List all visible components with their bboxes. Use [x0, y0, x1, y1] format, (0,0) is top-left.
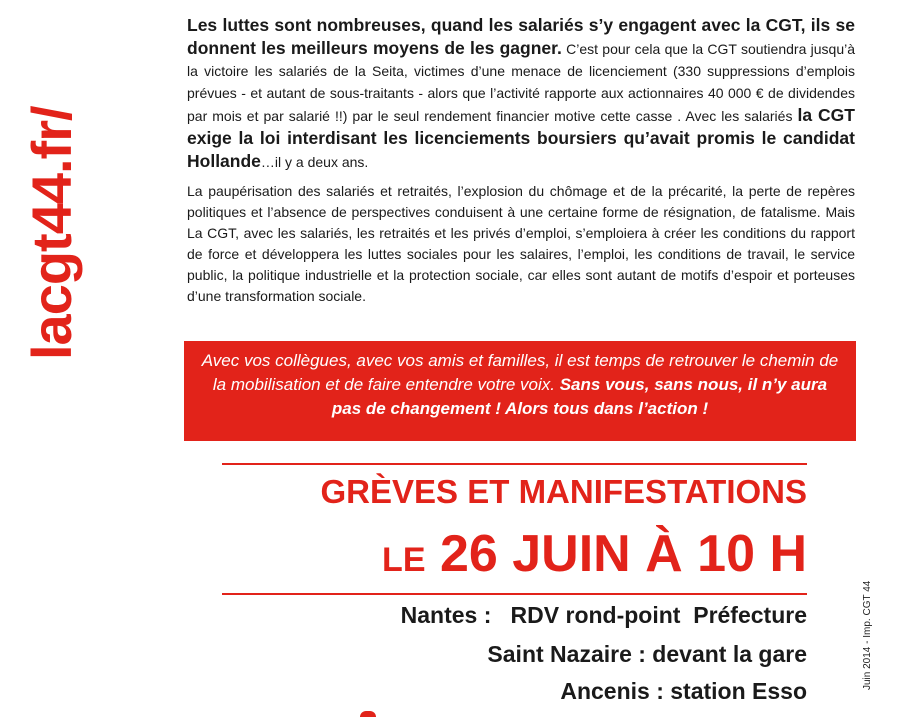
imprint-note: Juin 2014 - Imp. CGT 44: [862, 580, 873, 690]
paragraph-seita-tail: …il y a deux ans.: [260, 154, 369, 170]
callout-strong-text: Sans vous, sans nous, il n’y aura pas de changement ! Alors tous dans l’action !: [331, 375, 828, 418]
paragraph-pauperisation: La paupérisation des salariés et retraités, l’explosion du chômage et de la précarité, la perte de repères politiques et l’absence de perspectives conduisent à une certaine forme de résignation, de fatalisme. Mais La CGT, avec les salariés, les retraités et les privés d’emploi, s’emploiera à créer les conditions du rapport de force et développera les luttes sociales pour les salaires, l’emploi, les conditions de travail, le service public, la politique industrielle et la protection sociale, car elles sont autant de motifs d’espoir et porteuses d’une transformation sociale.: [187, 183, 855, 304]
divider-top: [222, 463, 807, 465]
website-url: lacgt44.fr/: [20, 106, 83, 360]
lead-bold-text: Les luttes sont nombreuses, quand les salariés s’y engagent avec la CGT, ils se donnent les meilleurs moyens de les gagner.: [187, 15, 855, 58]
headline-le: LE: [382, 541, 426, 579]
headline-strikes: GRÈVES ET MANIFESTATIONS: [320, 473, 807, 510]
red-decoration-mark: [360, 711, 376, 717]
article-body: [187, 14, 855, 307]
headline-date: [222, 525, 807, 583]
callout-text: Avec vos collègues, avec vos amis et familles, il est temps de retrouver le chemin de la mobilisation et de faire entendre votre voix.: [201, 351, 839, 394]
location-ancenis: Ancenis : station Esso: [560, 678, 807, 704]
location-saint-nazaire: Saint Nazaire : devant la gare: [487, 641, 807, 667]
headline-date-text: 26 JUIN À 10 H: [439, 525, 807, 583]
demand-bold-text: la CGT exige la loi interdisant les licenciements boursiers qu’avait promis le candidat Hollande: [187, 105, 855, 171]
paragraph-seita: [187, 14, 855, 173]
location-nantes: Nantes : RDV rond-point Préfecture: [400, 602, 807, 628]
divider-bottom: [222, 593, 807, 595]
mobilisation-callout: [184, 341, 856, 441]
paragraph-seita-body: C’est pour cela que la CGT soutiendra jusqu’à la victoire les salariés de la Seita, victimes d’une menace de licenciement (330 suppressions d’emplois prévues - et autant de sous-traitants - alors que l’activité rapporte aux actionnaires 40 000 € de dividendes par mois et par salarié !!) par le seul rendement financier motive cette casse . Avec les salariés: [187, 41, 856, 124]
